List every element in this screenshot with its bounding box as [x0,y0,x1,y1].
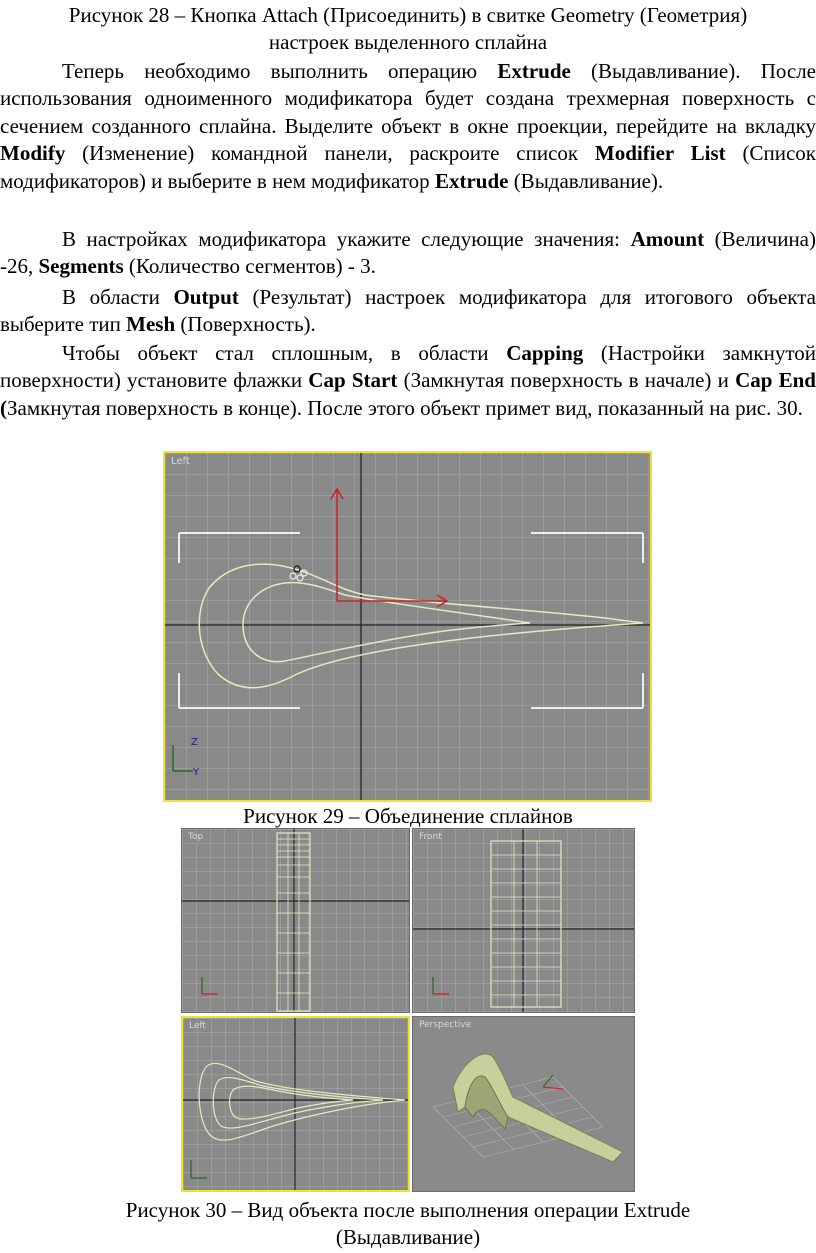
figure-30-left-viewport [181,1016,410,1192]
text: (Настройки замкнутой поверхности) установите флажки [0,341,816,393]
figure-28-caption-line2: настроек выделенного сплайна [268,30,548,54]
bold-term: Extrude [434,168,509,193]
text: (Результат) настроек модификатора для итогового объекта выберите тип [0,285,816,337]
mesh-lines [491,841,561,1007]
paragraph-capping [0,340,816,422]
viewport-label: Left [171,456,190,467]
figure-28-caption [0,2,816,56]
pivot-marker [290,573,296,579]
bold-term: Modifier List [594,141,726,166]
viewport-label: Top [188,832,204,842]
text: Замкнутая поверхность в конце). После этого объект примет вид, показанный на рис. 30. [7,395,803,420]
extruded-mesh-front [491,841,561,1007]
front-view-scene [413,829,634,1012]
bold-term: Modify [0,141,66,166]
bold-term: Output [173,285,239,309]
text: В настройках модификатора укажите следующие значения: [62,227,631,251]
viewport-label: Left [189,1021,206,1031]
bold-term: Mesh [126,312,176,337]
paragraph-extrude-intro [0,58,816,195]
bold-term: Capping [506,341,584,365]
figure-29-caption: Рисунок 29 – Объединение сплайнов [243,804,573,828]
figure-30-perspective-viewport [412,1016,635,1192]
bold-term: Cap End ( [0,368,816,420]
figure-28-caption-line1: Рисунок 28 – Кнопка Attach (Присоединить) в свитке Geometry (Геометрия) [68,3,748,27]
bold-term: Extrude [497,59,571,83]
safe-frame-bracket-tr [531,533,643,563]
text: Чтобы объект стал сплошным, в области [62,341,507,365]
perspective-scene [413,1017,634,1191]
figure-29-left-viewport [163,451,652,802]
text: В области [62,285,174,309]
bold-term: Amount [630,227,705,251]
text: (Количество сегментов) - 3. [123,254,376,279]
text: (Замкнутая поверхность в начале) и [397,368,736,393]
bold-term: Segments [38,254,124,279]
text: (Величина) -26, [0,227,816,279]
viewport-label: Front [419,832,442,842]
paragraph-output [0,284,816,339]
safe-frame-bracket-br [531,673,643,708]
safe-frame-bracket-bl [179,673,300,708]
text: (Список модификаторов) и выберите в нем модификатор [0,141,816,193]
text: Теперь необходимо выполнить операцию [62,59,498,83]
figure-30-caption [0,1197,816,1251]
text: (Изменение) командной панели, раскроите список [65,141,595,166]
safe-frame-bracket-tl [179,533,300,563]
bold-term: Cap Start [308,368,398,393]
tripod-y-label: Y [193,767,200,778]
outer-spline [199,564,643,688]
spline-scene [165,453,650,800]
tripod-z-label: Z [191,737,198,748]
top-view-scene [182,829,409,1012]
text: (Выдавливание). [508,168,664,193]
figure-30-front-viewport [412,828,635,1013]
middle-spline [213,1078,383,1129]
left-view-scene [183,1018,408,1190]
text: (Выдавливание). После использования одноименного модификатора будет создана трехмерная поверхность с сечением созданного сплайна. Выделите объект в окне проекции, перейдите на вкладку [0,59,816,138]
figure-30-top-viewport [181,828,410,1013]
paragraph-modifier-values [0,226,816,281]
viewport-label: Perspective [419,1020,472,1030]
figure-30-caption-line1: Рисунок 30 – Вид объекта после выполнения операции Extrude [125,1198,691,1222]
figure-30-caption-line2: (Выдавливание) [335,1225,481,1249]
text: (Поверхность). [175,312,316,337]
